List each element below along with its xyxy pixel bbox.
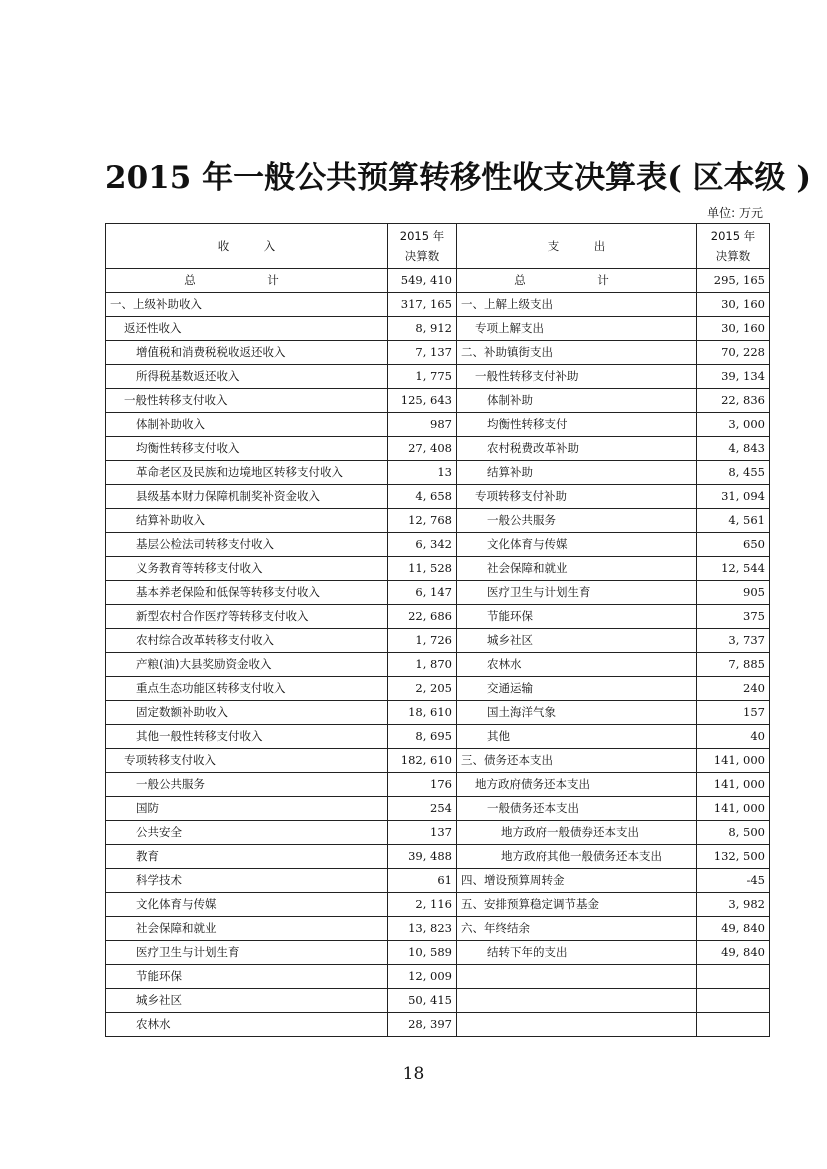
table-row: [106, 389, 770, 413]
table-row: [106, 509, 770, 533]
expense-item-value: 49, 840: [697, 917, 770, 941]
expense-item-value: 905: [697, 581, 770, 605]
table-row: [106, 365, 770, 389]
table-row: [106, 605, 770, 629]
expense-item-value: 375: [697, 605, 770, 629]
budget-table: [105, 223, 770, 1037]
income-item-value: 11, 528: [388, 557, 457, 581]
expense-item-value: 39, 134: [697, 365, 770, 389]
income-item-label: 义务教育等转移支付收入: [106, 557, 388, 581]
expense-item-value: 141, 000: [697, 749, 770, 773]
expense-item-value: 8, 500: [697, 821, 770, 845]
income-item-label: 农林水: [106, 1013, 388, 1037]
table-row: [106, 869, 770, 893]
table-row: [106, 461, 770, 485]
expense-item-value: 30, 160: [697, 317, 770, 341]
income-item-value: 317, 165: [388, 293, 457, 317]
table-row: [106, 581, 770, 605]
table-row: [106, 773, 770, 797]
table-row: [106, 293, 770, 317]
income-item-value: 182, 610: [388, 749, 457, 773]
expense-item-label: 一般债务还本支出: [457, 797, 697, 821]
income-item-label: 所得税基数返还收入: [106, 365, 388, 389]
income-item-value: 7, 137: [388, 341, 457, 365]
income-item-value: 27, 408: [388, 437, 457, 461]
expense-item-value: 141, 000: [697, 797, 770, 821]
expense-item-value: 3, 737: [697, 629, 770, 653]
table-row: [106, 533, 770, 557]
income-item-label: 专项转移支付收入: [106, 749, 388, 773]
income-item-value: 61: [388, 869, 457, 893]
income-item-label: 文化体育与传媒: [106, 893, 388, 917]
expense-item-label: 国土海洋气象: [457, 701, 697, 725]
expense-item-value: 650: [697, 533, 770, 557]
expense-item-label: [457, 989, 697, 1013]
expense-item-label: 地方政府其他一般债务还本支出: [457, 845, 697, 869]
income-item-value: 28, 397: [388, 1013, 457, 1037]
table-row: [106, 821, 770, 845]
income-item-label: 教育: [106, 845, 388, 869]
expense-item-label: 社会保障和就业: [457, 557, 697, 581]
table-row: [106, 485, 770, 509]
unit-label: 单位: 万元: [707, 206, 763, 220]
expense-item-value: 3, 982: [697, 893, 770, 917]
table-row: [106, 557, 770, 581]
expense-item-label: 均衡性转移支付: [457, 413, 697, 437]
income-item-label: 公共安全: [106, 821, 388, 845]
expense-item-label: 一、上解上级支出: [457, 293, 697, 317]
expense-item-value: 141, 000: [697, 773, 770, 797]
expense-item-value: 4, 561: [697, 509, 770, 533]
expense-item-label: 交通运输: [457, 677, 697, 701]
table-row: [106, 317, 770, 341]
income-item-value: 39, 488: [388, 845, 457, 869]
income-item-label: 医疗卫生与计划生育: [106, 941, 388, 965]
income-item-label: 增值税和消费税税收返还收入: [106, 341, 388, 365]
expense-item-label: 一般性转移支付补助: [457, 365, 697, 389]
expense-item-value: 40: [697, 725, 770, 749]
income-item-label: 社会保障和就业: [106, 917, 388, 941]
expense-item-value: [697, 1013, 770, 1037]
expense-item-label: 医疗卫生与计划生育: [457, 581, 697, 605]
table-row: [106, 893, 770, 917]
income-item-value: 2, 116: [388, 893, 457, 917]
income-item-value: 4, 658: [388, 485, 457, 509]
table-row: [106, 725, 770, 749]
expense-total-label: 总 计: [457, 269, 697, 293]
income-item-label: 农村综合改革转移支付收入: [106, 629, 388, 653]
total-row: [106, 269, 770, 293]
table-row: [106, 965, 770, 989]
income-item-label: 县级基本财力保障机制奖补资金收入: [106, 485, 388, 509]
expense-item-label: 四、增设预算周转金: [457, 869, 697, 893]
expense-item-value: 4, 843: [697, 437, 770, 461]
page-number: 18: [402, 1064, 425, 1084]
expense-item-value: 132, 500: [697, 845, 770, 869]
expense-item-value: 157: [697, 701, 770, 725]
page-title: 2015 年一般公共预算转移性收支决算表( 区本级 ): [105, 160, 811, 196]
income-item-label: 产粮(油)大县奖励资金收入: [106, 653, 388, 677]
income-item-value: 254: [388, 797, 457, 821]
expense-item-label: 农村税费改革补助: [457, 437, 697, 461]
income-item-label: 均衡性转移支付收入: [106, 437, 388, 461]
expense-item-label: [457, 965, 697, 989]
income-item-value: 10, 589: [388, 941, 457, 965]
income-item-label: 节能环保: [106, 965, 388, 989]
income-total-value: 549, 410: [388, 269, 457, 293]
expense-item-label: 地方政府债务还本支出: [457, 773, 697, 797]
table-row: [106, 341, 770, 365]
table-row: [106, 437, 770, 461]
income-item-value: 6, 342: [388, 533, 457, 557]
expense-header: 支 出: [457, 224, 697, 269]
table-row: [106, 989, 770, 1013]
income-item-value: 1, 726: [388, 629, 457, 653]
table-header-row: [106, 224, 770, 269]
expense-item-label: 五、安排预算稳定调节基金: [457, 893, 697, 917]
expense-total-value: 295, 165: [697, 269, 770, 293]
income-item-value: 13, 823: [388, 917, 457, 941]
income-item-value: 1, 870: [388, 653, 457, 677]
expense-item-label: 文化体育与传媒: [457, 533, 697, 557]
income-item-label: 一、上级补助收入: [106, 293, 388, 317]
expense-item-value: 30, 160: [697, 293, 770, 317]
expense-item-label: 三、债务还本支出: [457, 749, 697, 773]
expense-item-label: 体制补助: [457, 389, 697, 413]
expense-item-value: [697, 965, 770, 989]
expense-item-value: 12, 544: [697, 557, 770, 581]
table-row: [106, 653, 770, 677]
income-item-value: 125, 643: [388, 389, 457, 413]
expense-item-value: 31, 094: [697, 485, 770, 509]
income-item-label: 新型农村合作医疗等转移支付收入: [106, 605, 388, 629]
expense-item-value: 70, 228: [697, 341, 770, 365]
table-row: [106, 917, 770, 941]
income-item-value: 987: [388, 413, 457, 437]
table-row: [106, 413, 770, 437]
income-item-value: 13: [388, 461, 457, 485]
expense-item-label: 结转下年的支出: [457, 941, 697, 965]
income-item-value: 6, 147: [388, 581, 457, 605]
expense-item-label: 地方政府一般债券还本支出: [457, 821, 697, 845]
expense-item-value: 7, 885: [697, 653, 770, 677]
income-item-value: 22, 686: [388, 605, 457, 629]
income-item-label: 固定数额补助收入: [106, 701, 388, 725]
income-item-value: 176: [388, 773, 457, 797]
expense-item-label: 其他: [457, 725, 697, 749]
expense-item-label: 农林水: [457, 653, 697, 677]
table-row: [106, 749, 770, 773]
expense-item-value: -45: [697, 869, 770, 893]
expense-item-label: 城乡社区: [457, 629, 697, 653]
income-item-label: 基层公检法司转移支付收入: [106, 533, 388, 557]
table-row: [106, 845, 770, 869]
income-item-value: 50, 415: [388, 989, 457, 1013]
income-item-label: 重点生态功能区转移支付收入: [106, 677, 388, 701]
income-item-value: 18, 610: [388, 701, 457, 725]
income-item-label: 国防: [106, 797, 388, 821]
expense-item-value: 240: [697, 677, 770, 701]
expense-item-label: 节能环保: [457, 605, 697, 629]
income-item-value: 1, 775: [388, 365, 457, 389]
table-row: [106, 1013, 770, 1037]
table-row: [106, 629, 770, 653]
expense-item-label: 一般公共服务: [457, 509, 697, 533]
income-item-value: 8, 912: [388, 317, 457, 341]
expense-item-label: 六、年终结余: [457, 917, 697, 941]
income-item-label: 科学技术: [106, 869, 388, 893]
expense-item-value: 3, 000: [697, 413, 770, 437]
income-item-value: 12, 009: [388, 965, 457, 989]
table-row: [106, 797, 770, 821]
income-item-label: 体制补助收入: [106, 413, 388, 437]
income-item-label: 一般公共服务: [106, 773, 388, 797]
income-item-label: 城乡社区: [106, 989, 388, 1013]
income-item-label: 其他一般性转移支付收入: [106, 725, 388, 749]
income-item-label: 返还性收入: [106, 317, 388, 341]
table-row: [106, 941, 770, 965]
expense-item-value: 49, 840: [697, 941, 770, 965]
expense-year-header: 2015 年 决算数: [697, 224, 770, 269]
expense-item-label: 专项转移支付补助: [457, 485, 697, 509]
income-item-label: 革命老区及民族和边境地区转移支付收入: [106, 461, 388, 485]
expense-item-label: 专项上解支出: [457, 317, 697, 341]
expense-item-label: 二、补助镇街支出: [457, 341, 697, 365]
table-row: [106, 701, 770, 725]
income-item-label: 基本养老保险和低保等转移支付收入: [106, 581, 388, 605]
income-item-label: 一般性转移支付收入: [106, 389, 388, 413]
income-item-value: 2, 205: [388, 677, 457, 701]
income-item-value: 12, 768: [388, 509, 457, 533]
expense-item-value: [697, 989, 770, 1013]
income-item-label: 结算补助收入: [106, 509, 388, 533]
income-item-value: 137: [388, 821, 457, 845]
income-header: 收 入: [106, 224, 388, 269]
expense-item-value: 8, 455: [697, 461, 770, 485]
table-row: [106, 677, 770, 701]
expense-item-value: 22, 836: [697, 389, 770, 413]
income-total-label: 总 计: [106, 269, 388, 293]
expense-item-label: [457, 1013, 697, 1037]
income-year-header: 2015 年 决算数: [388, 224, 457, 269]
expense-item-label: 结算补助: [457, 461, 697, 485]
income-item-value: 8, 695: [388, 725, 457, 749]
